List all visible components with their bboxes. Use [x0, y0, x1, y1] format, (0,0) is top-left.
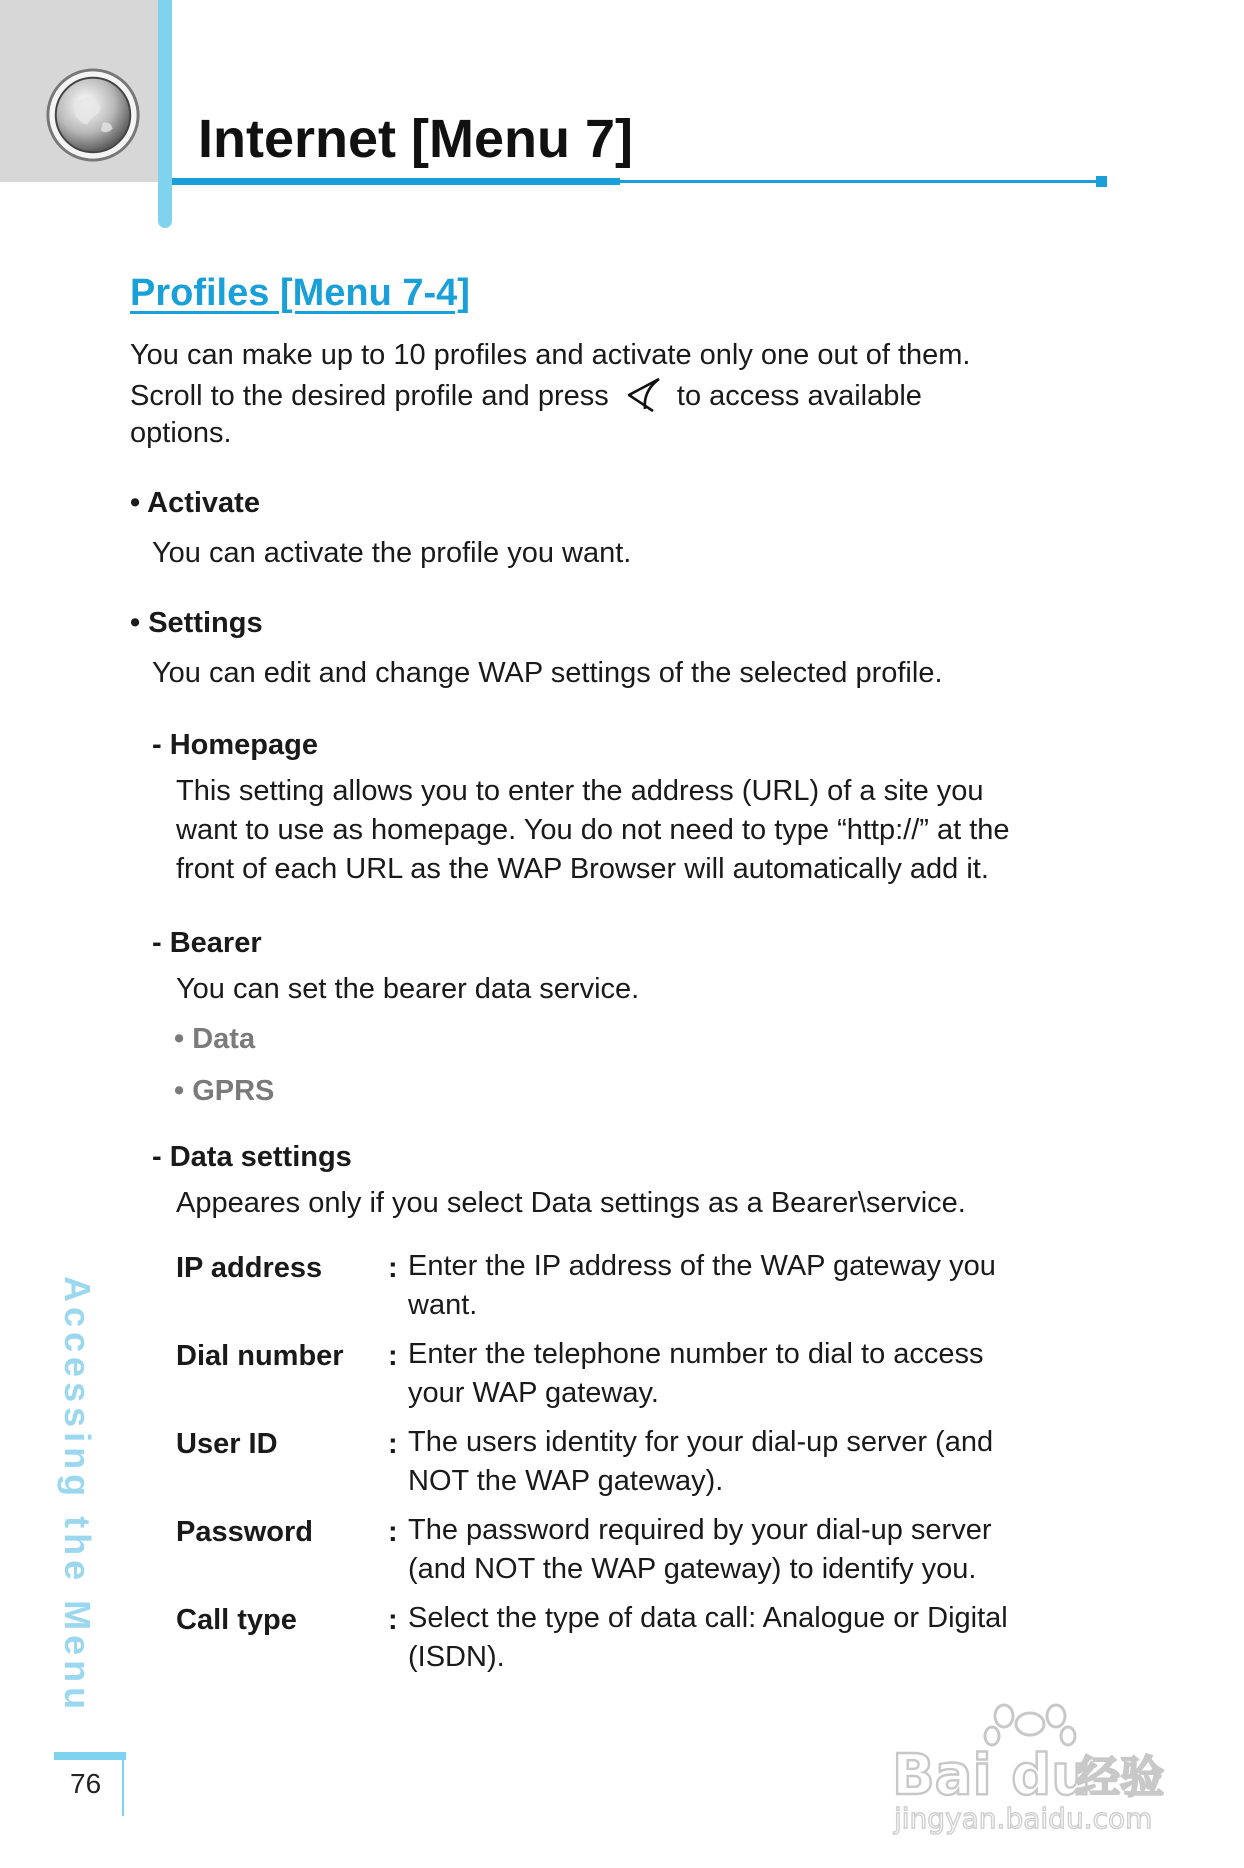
svg-text:jingyan.baidu.com: jingyan.baidu.com — [894, 1802, 1153, 1835]
homepage-line-3: front of each URL as the WAP Browser will automatically add it. — [176, 853, 989, 885]
field-desc-ip-address-line-1: Enter the IP address of the WAP gateway you — [408, 1250, 996, 1282]
activate-heading: • Activate — [130, 487, 260, 519]
page-number-bar — [54, 1752, 126, 1760]
bearer-heading: - Bearer — [152, 927, 262, 959]
field-colon: : — [388, 1516, 398, 1548]
section-title: Profiles [Menu 7-4] — [130, 272, 470, 314]
settings-text: You can edit and change WAP settings of the selected profile. — [152, 657, 943, 689]
field-label-user-id: User ID — [176, 1428, 278, 1460]
sidebar-chapter-label: Accessing the Menu — [57, 1276, 98, 1715]
field-desc-user-id-line-2: NOT the WAP gateway). — [408, 1465, 724, 1497]
header-vertical-bar — [158, 0, 172, 228]
field-desc-dial-number-line-1: Enter the telephone number to dial to access — [408, 1338, 984, 1370]
intro-line-3: options. — [130, 417, 232, 449]
title-underline-end-square — [1096, 176, 1107, 187]
intro-line-2 — [130, 375, 922, 416]
field-colon: : — [388, 1604, 398, 1636]
bearer-option-data: • Data — [174, 1023, 256, 1055]
title-underline-thick — [172, 178, 620, 185]
field-label-password: Password — [176, 1516, 313, 1548]
field-label-ip-address: IP address — [176, 1252, 323, 1284]
field-desc-call-type-line-1: Select the type of data call: Analogue or Digital — [408, 1602, 1008, 1634]
intro-line-2-before: Scroll to the desired profile and press — [130, 380, 609, 412]
field-colon: : — [388, 1340, 398, 1372]
field-colon: : — [388, 1252, 398, 1284]
bearer-text: You can set the bearer data service. — [176, 973, 640, 1005]
field-desc-user-id-line-1: The users identity for your dial-up server (and — [408, 1426, 994, 1458]
homepage-heading: - Homepage — [152, 729, 318, 761]
title-underline-thin — [620, 180, 1096, 183]
globe-icon — [44, 66, 142, 164]
field-desc-call-type-line-2: (ISDN). — [408, 1641, 505, 1673]
bearer-option-gprs: • GPRS — [174, 1075, 275, 1107]
field-desc-password-line-1: The password required by your dial-up server — [408, 1514, 992, 1546]
svg-text:经验: 经验 — [1076, 1752, 1164, 1803]
field-desc-ip-address-line-2: want. — [408, 1289, 478, 1321]
field-colon: : — [388, 1428, 398, 1460]
field-desc-dial-number-line-2: your WAP gateway. — [408, 1377, 659, 1409]
page-number: 76 — [70, 1768, 102, 1799]
field-label-call-type: Call type — [176, 1604, 297, 1636]
homepage-line-1: This setting allows you to enter the address (URL) of a site you — [176, 775, 984, 807]
intro-line-1: You can make up to 10 profiles and activate only one out of them. — [130, 339, 971, 371]
svg-text:Bai du: Bai du — [892, 1743, 1092, 1808]
page-title: Internet [Menu 7] — [198, 109, 634, 169]
field-label-dial-number: Dial number — [176, 1340, 344, 1372]
homepage-line-2: want to use as homepage. You do not need to type “http://” at the — [176, 814, 1010, 846]
intro-line-2-after: to access available — [676, 380, 922, 412]
settings-heading: • Settings — [130, 607, 263, 639]
data-settings-text: Appeares only if you select Data settings as a Bearer\service. — [176, 1187, 966, 1219]
page-number-divider — [122, 1760, 124, 1816]
activate-text: You can activate the profile you want. — [152, 537, 632, 569]
left-softkey-icon — [623, 375, 663, 415]
baidu-watermark-logo — [880, 1686, 1180, 1836]
data-settings-heading: - Data settings — [152, 1141, 352, 1173]
field-desc-password-line-2: (and NOT the WAP gateway) to identify you. — [408, 1553, 977, 1585]
